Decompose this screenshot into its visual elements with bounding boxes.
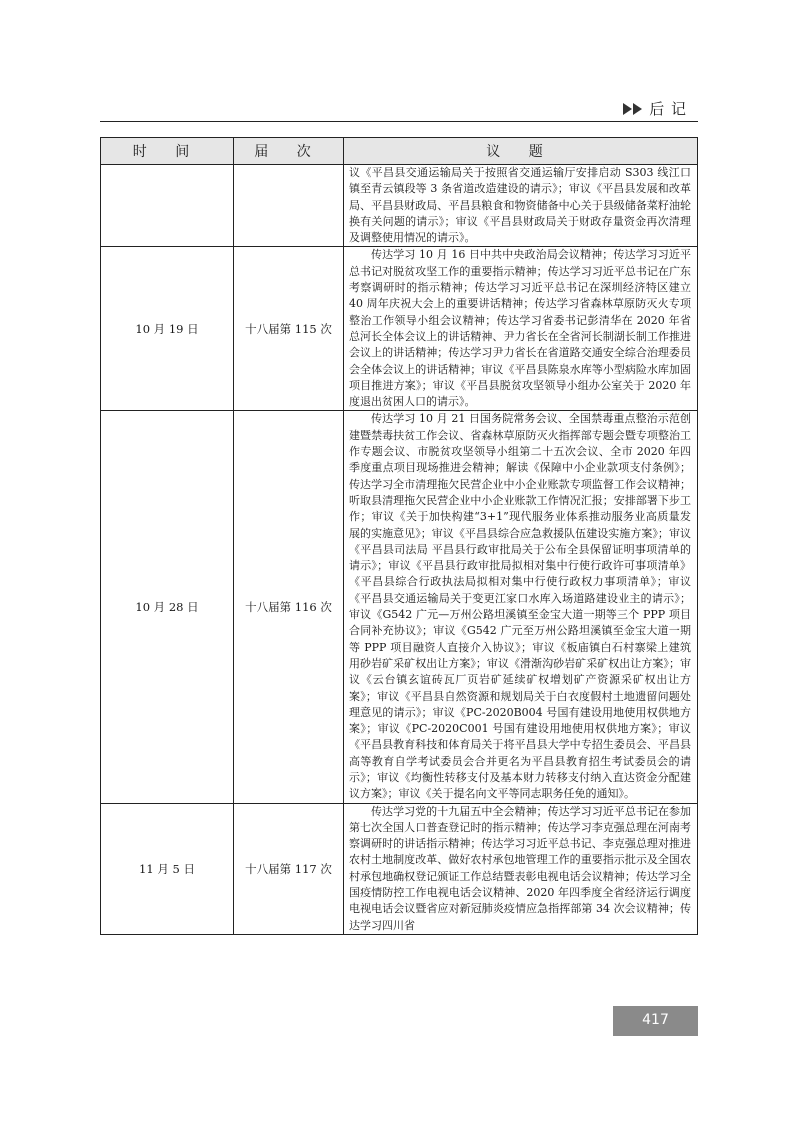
table-row — [101, 247, 698, 411]
row-session: 十八届第 115 次 — [234, 247, 344, 411]
running-head — [623, 98, 687, 119]
agenda-table — [100, 137, 698, 935]
row-topic-text: 传达学习 10 月 21 日国务院常务会议、全国禁毒重点整治示范创建暨禁毒扶贫工作会议、省森林草原防灭火指挥部专题会暨专项整治工作专题会议、市脱贫攻坚领导小组第二十五次会议、全市 2020 年四季度重点项目现场推进会精神；解读《保障中小企业款项支付条例》；传达学习全市清理拖欠民营企业中小企业账款专项监督工作会议精神；听取县清理拖欠民营企业中小企业账款工作情况汇报；安排部署下步工作；审议《关于加快构建“3+1”现代服务业体系推动服务业高质量发展的实施意见》；审议《平昌县综合应急救援队伍建设实施方案》；审议《平昌县司法局 平昌县行政审批局关于公布全县保留证明事项清单的请示》；审议《平昌县行政审批局拟相对集中行使行政许可事项清单》《平昌县综合行政执法局拟相对集中行使行政权力事项清单》；审议《平昌县交通运输局关于变更江家口水库入场道路建设业主的请示》；审议《G542 广元—万州公路坦溪镇至金宝大道一期等三个 PPP 项目合同补充协议》；审议《G542 广元至万州公路坦溪镇至金宝大道一期等 PPP 项目融资人直接介入协议》；审议《板庙镇白石村寨梁上建筑用砂岩矿采矿权出让方案》；审议《滑渐沟砂岩矿采矿权出让方案》；审议《云台镇玄谊砖瓦厂页岩矿延续矿权增划矿产资源采矿权出让方案》；审议《平昌县自然资源和规划局关于白衣度假村土地遗留问题处理意见的请示》；审议《PC-2020B004 号国有建设用地使用权供地方案》；审议《PC-2020C001 号国有建设用地使用权供地方案》；审议《平昌县教育科技和体育局关于将平昌县大学中专招生委员会、平昌县高等教育自学考试委员会合并更名为平昌县教育招生考试委员会的请示》；审议《均衡性转移支付及基本财力转移支付纳入直达资金分配建议方案》；审议《关于提名向文平等同志职务任免的通知》。 — [349, 412, 691, 801]
row-session: 十八届第 116 次 — [234, 411, 344, 803]
table-row — [101, 803, 698, 934]
row-date: 10 月 19 日 — [101, 247, 234, 411]
header-session: 届 次 — [234, 138, 344, 165]
header-rule — [100, 121, 698, 122]
row-topic — [344, 165, 698, 247]
row-topic — [344, 803, 698, 934]
triangle-marker-icon — [623, 103, 632, 115]
running-head-label: 后 记 — [649, 100, 687, 118]
row-date — [101, 165, 234, 247]
page-number: 417 — [642, 1012, 669, 1028]
row-date: 11 月 5 日 — [101, 803, 234, 934]
row-session: 十八届第 117 次 — [234, 803, 344, 934]
row-topic — [344, 411, 698, 803]
table-header-row — [101, 138, 698, 165]
row-topic-text: 传达学习党的十九届五中全会精神；传达学习习近平总书记在参加第七次全国人口普查登记时的指示精神；传达学习李克强总理在河南考察调研时的讲话指示精神；传达学习习近平总书记、李克强总理对推进农村土地制度改革、做好农村承包地管理工作的重要指示批示及全国农村承包地确权登记颁证工作总结暨表彰电视电话会议精神；传达学习全国疫情防控工作电视电话会议精神、2020 年四季度全省经济运行调度电视电话会议暨省应对新冠肺炎疫情应急指挥部第 34 次会议精神；传达学习四川省 — [349, 804, 691, 932]
header-date: 时 间 — [101, 138, 234, 165]
row-session — [234, 165, 344, 247]
row-topic-text: 传达学习 10 月 16 日中共中央政治局会议精神；传达学习习近平总书记对脱贫攻坚工作的重要指示精神；传达学习习近平总书记在广东考察调研时的指示精神；传达学习习近平总书记在深圳经济特区建立 40 周年庆祝大会上的重要讲话精神；传达学习省森林草原防灭火专项整治工作领导小组会议精神；传达学习省委书记彭清华在 2020 年省总河长全体会议上的讲话精神、尹力省长在全省河长制湖长制工作推进会议上的讲话精神；传达学习尹力省长在省道路交通安全综合治理委员会全体会议上的讲话精神；审议《平昌县陈泉水库等小型病险水库加固项目推进方案》；审议《平昌县脱贫攻坚领导小组办公室关于 2020 年度退出贫困人口的请示》。 — [349, 248, 691, 409]
row-topic — [344, 247, 698, 411]
triangle-marker-icon — [633, 103, 642, 115]
table-row — [101, 411, 698, 803]
row-topic-text: 议《平昌县交通运输局关于按照省交通运输厅安排启动 S303 线江口镇至青云镇段等 3 条省道改造建设的请示》；审议《平昌县发展和改革局、平昌县财政局、平昌县粮食和物资储备中心关于县级储备菜籽油轮换有关问题的请示》；审议《平昌县财政局关于财政存量资金再次清理及调整使用情况的请示》。 — [349, 166, 691, 245]
row-date: 10 月 28 日 — [101, 411, 234, 803]
table-row — [101, 165, 698, 247]
header-topic: 议 题 — [344, 138, 698, 165]
